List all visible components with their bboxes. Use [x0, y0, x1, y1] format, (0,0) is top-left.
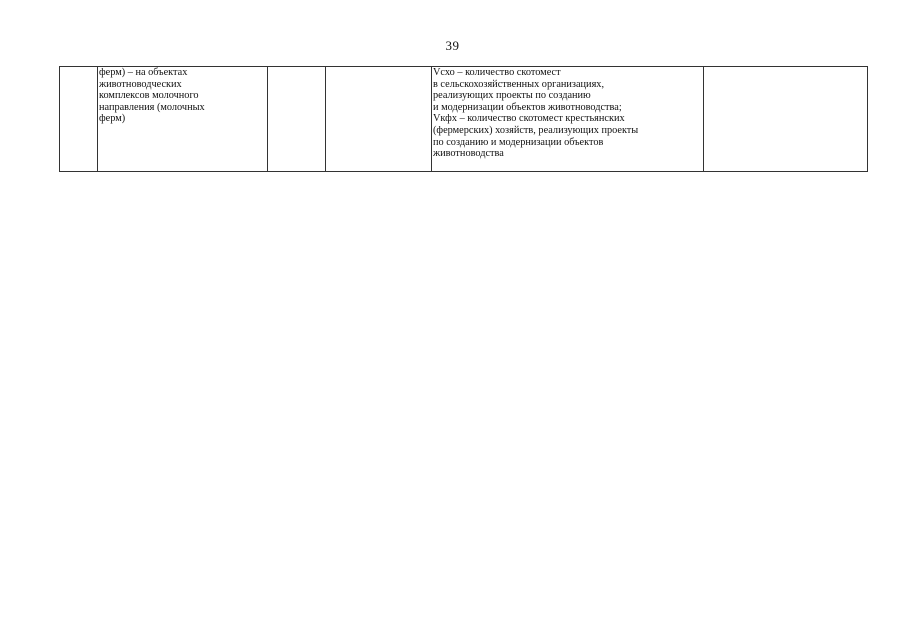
- table-cell-indicator-name: [98, 67, 268, 172]
- cell-text-line: Vсхо – количество скотомест: [433, 67, 561, 78]
- table-row: [60, 67, 868, 172]
- cell-text-line: реализующих проекты по созданию: [433, 90, 591, 102]
- table-cell-formula: [326, 67, 432, 172]
- table-cell-number: [60, 67, 98, 172]
- table-cell-definitions: [432, 67, 704, 172]
- cell-text-line: животноводческих: [99, 78, 182, 90]
- page-number: 39: [445, 38, 460, 53]
- cell-text-line: направления (молочных: [99, 101, 205, 113]
- cell-text-line: и модернизации объектов животноводства;: [433, 101, 622, 113]
- cell-text-line: Vкфх – количество скотомест крестьянских: [433, 113, 625, 125]
- cell-text-line: по созданию и модернизации объектов: [433, 136, 604, 148]
- table-cell-unit: [268, 67, 326, 172]
- cell-text-line: животноводства: [433, 148, 504, 160]
- data-table: [59, 66, 868, 172]
- cell-text-line: ферм) – на объектах: [99, 67, 188, 78]
- cell-text-line: комплексов молочного: [99, 90, 199, 102]
- cell-text-line: (фермерских) хозяйств, реализующих проекты: [433, 124, 639, 136]
- cell-text-line: в сельскохозяйственных организациях,: [433, 78, 605, 90]
- cell-text-line: ферм): [99, 113, 126, 125]
- table-cell-source: [704, 67, 868, 172]
